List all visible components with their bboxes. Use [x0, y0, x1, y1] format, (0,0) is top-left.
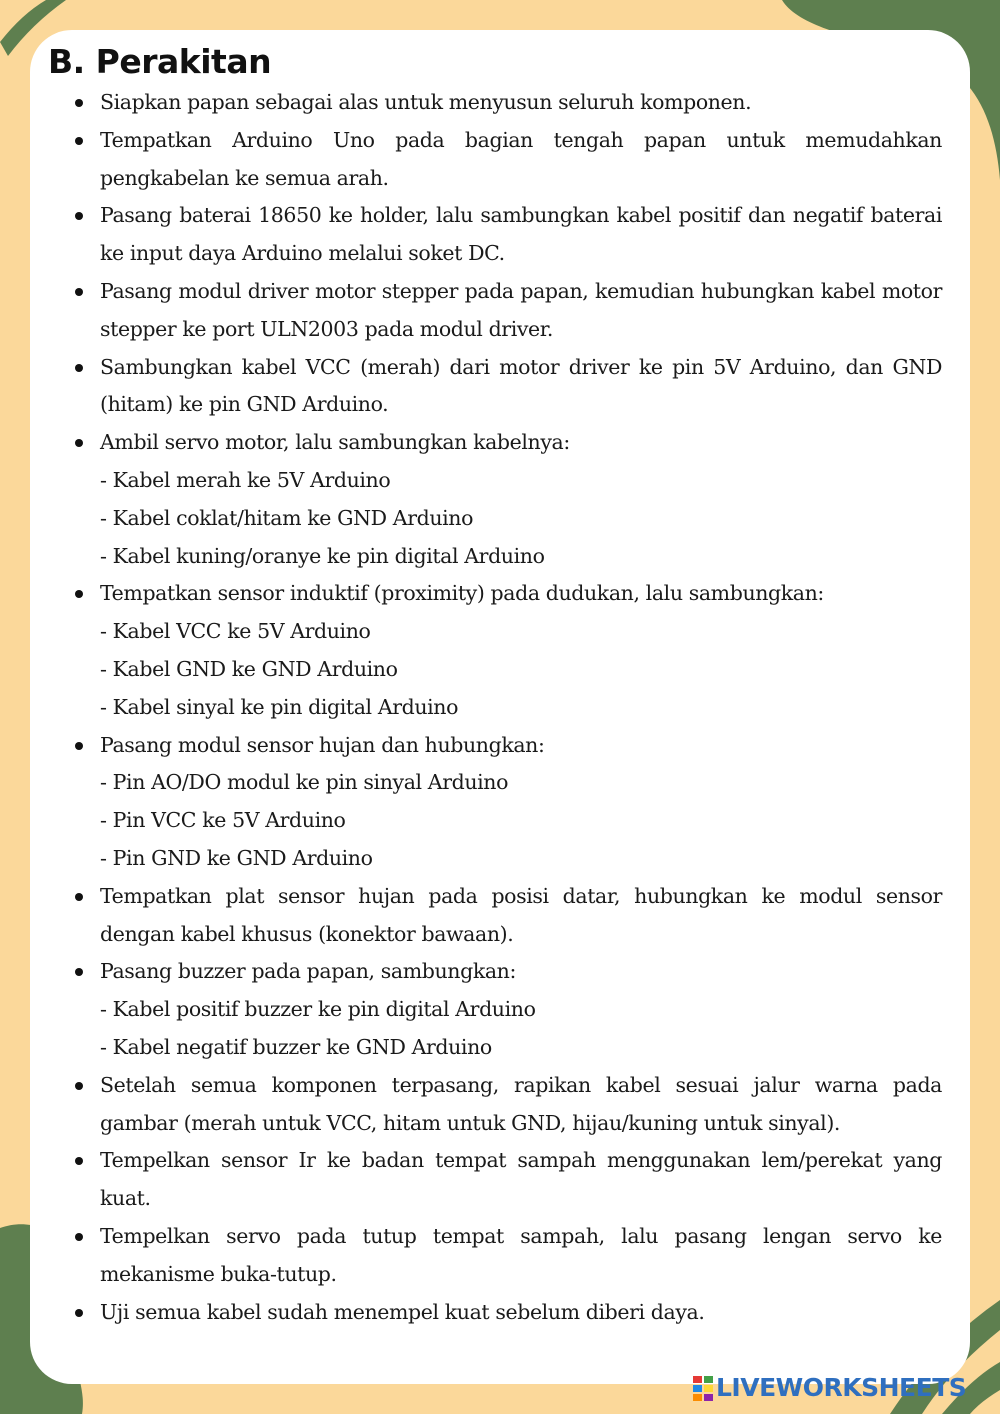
- step-text: Tempelkan servo pada tutup tempat sampah, lalu pasang lengan servo ke mekanisme buka-tutup.: [100, 1223, 942, 1286]
- step-item: [66, 953, 942, 1066]
- step-item: [66, 273, 942, 349]
- step-item: [66, 197, 942, 273]
- step-item: [66, 1142, 942, 1218]
- section-title: B. Perakitan: [48, 42, 272, 81]
- step-text: Siapkan papan sebagai alas untuk menyusun seluruh komponen.: [100, 90, 752, 114]
- liveworksheets-logo-icon: [692, 1374, 714, 1402]
- step-text: Pasang modul driver motor stepper pada papan, kemudian hubungkan kabel motor stepper ke port ULN2003 pada modul driver.: [100, 278, 942, 341]
- step-text: Tempatkan plat sensor hujan pada posisi datar, hubungkan ke modul sensor dengan kabel khusus (konektor bawaan).: [100, 883, 942, 946]
- step-item: [66, 575, 942, 726]
- step-text: Tempelkan sensor Ir ke badan tempat sampah menggunakan lem/perekat yang kuat.: [100, 1148, 942, 1211]
- step-subitem: - Kabel merah ke 5V Arduino: [100, 467, 391, 492]
- step-subitem: - Pin GND ke GND Arduino: [100, 845, 373, 870]
- step-subitem: - Pin AO/DO modul ke pin sinyal Arduino: [100, 770, 509, 795]
- step-subitem: - Kabel VCC ke 5V Arduino: [100, 619, 371, 644]
- step-text: Tempatkan sensor induktif (proximity) pada dudukan, lalu sambungkan:: [100, 581, 824, 606]
- step-text: Sambungkan kabel VCC (merah) dari motor driver ke pin 5V Arduino, dan GND (hitam) ke pin GND Arduino.: [100, 354, 942, 417]
- step-text: Pasang buzzer pada papan, sambungkan:: [100, 959, 516, 984]
- step-subitem: - Kabel kuning/oranye ke pin digital Arduino: [100, 543, 545, 568]
- step-text: Uji semua kabel sudah menempel kuat sebelum diberi daya.: [100, 1299, 705, 1324]
- assembly-steps-list: [66, 84, 942, 1331]
- step-item: [66, 84, 942, 122]
- step-subitem: - Kabel negatif buzzer ke GND Arduino: [100, 1034, 492, 1059]
- step-subitem: - Kabel coklat/hitam ke GND Arduino: [100, 505, 474, 530]
- watermark-text: LIVEWORKSHEETS: [716, 1373, 967, 1402]
- step-item: [66, 878, 942, 954]
- step-item: [66, 424, 942, 575]
- step-item: [66, 1218, 942, 1294]
- step-text: Ambil servo motor, lalu sambungkan kabelnya:: [100, 430, 570, 455]
- step-subitem: - Kabel positif buzzer ke pin digital Arduino: [100, 997, 536, 1022]
- step-item: [66, 349, 942, 425]
- step-item: [66, 727, 942, 878]
- step-subitem: - Kabel GND ke GND Arduino: [100, 656, 398, 681]
- step-subitem: - Pin VCC ke 5V Arduino: [100, 808, 346, 833]
- step-item: [66, 122, 942, 198]
- step-item: [66, 1067, 942, 1143]
- step-text: Pasang baterai 18650 ke holder, lalu sambungkan kabel positif dan negatif baterai ke input daya Arduino melalui soket DC.: [100, 203, 942, 266]
- liveworksheets-watermark[interactable]: [692, 1373, 966, 1402]
- step-text: Setelah semua komponen terpasang, rapikan kabel sesuai jalur warna pada gambar (merah untuk VCC, hitam untuk GND, hijau/kuning untuk sinyal).: [100, 1072, 942, 1135]
- step-item: [66, 1294, 942, 1332]
- step-subitem: - Kabel sinyal ke pin digital Arduino: [100, 694, 459, 719]
- step-text: Tempatkan Arduino Uno pada bagian tengah papan untuk memudahkan pengkabelan ke semua arah.: [100, 127, 942, 190]
- step-text: Pasang modul sensor hujan dan hubungkan:: [100, 732, 545, 757]
